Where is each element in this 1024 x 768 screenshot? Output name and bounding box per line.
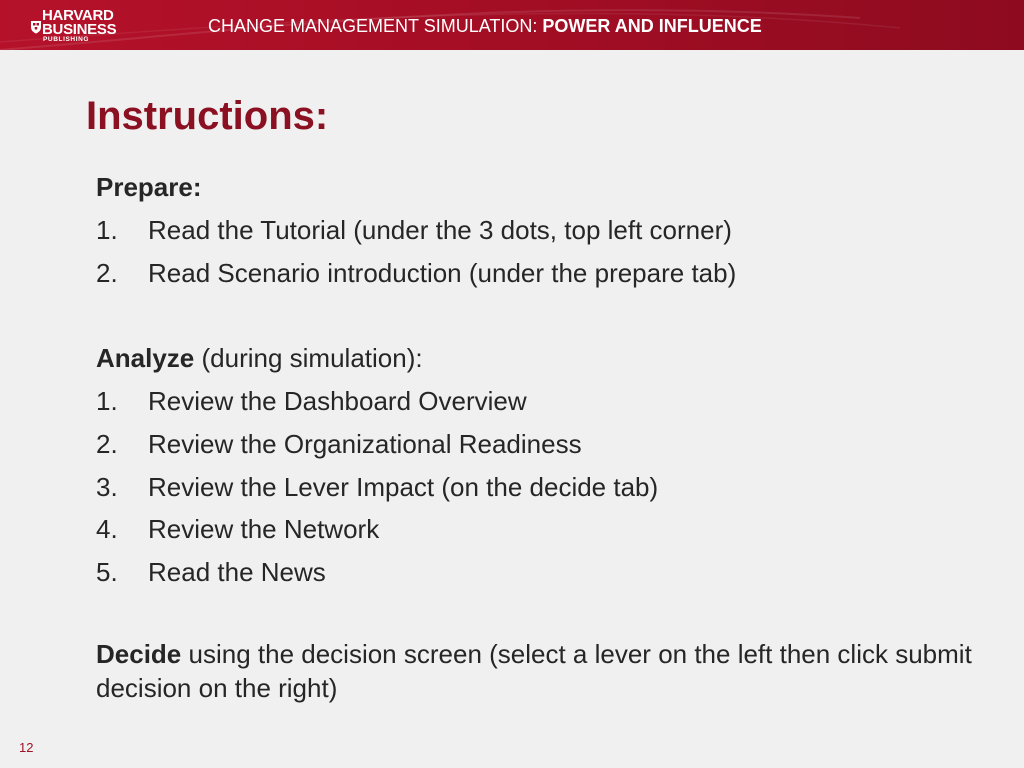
analyze-item-text: Review the Network — [148, 514, 380, 545]
analyze-heading-suffix: (during simulation): — [201, 343, 423, 374]
decide-paragraph — [96, 637, 996, 705]
header-title-prefix: CHANGE MANAGEMENT SIMULATION: — [208, 16, 538, 36]
prepare-item-number: 2. — [96, 257, 118, 288]
analyze-item-text: Review the Dashboard Overview — [148, 385, 527, 416]
prepare-item-text: Read Scenario introduction (under the prepare tab) — [148, 257, 737, 288]
analyze-item-number: 3. — [96, 471, 118, 502]
header-title-emphasis: POWER AND INFLUENCE — [542, 16, 762, 36]
page-number: 12 — [19, 740, 34, 755]
analyze-item — [96, 508, 996, 551]
logo-text-business: BUSINESS — [42, 21, 117, 38]
harvard-business-publishing-logo — [30, 7, 130, 43]
analyze-item-number: 4. — [96, 514, 118, 545]
decide-text: using the decision screen (select a lever on the left then click submit decision on the right) — [96, 638, 972, 703]
analyze-item — [96, 551, 996, 594]
analyze-item-text: Review the Lever Impact (on the decide tab) — [148, 471, 659, 502]
header-title — [208, 15, 762, 37]
analyze-item — [96, 423, 996, 466]
analyze-item-text: Read the News — [148, 557, 326, 588]
prepare-item — [96, 252, 996, 295]
section-spacer — [96, 294, 996, 337]
analyze-item-number: 1. — [96, 385, 118, 416]
analyze-item-text: Review the Organizational Readiness — [148, 428, 582, 459]
analyze-item — [96, 380, 996, 423]
analyze-heading-line — [96, 337, 996, 380]
harvard-shield-icon — [30, 20, 42, 34]
analyze-item-number: 5. — [96, 557, 118, 588]
prepare-heading: Prepare: — [96, 172, 202, 202]
decide-heading: Decide — [96, 638, 182, 669]
header-bar — [0, 0, 1024, 50]
prepare-item — [96, 209, 996, 252]
analyze-item — [96, 466, 996, 509]
analyze-item-number: 2. — [96, 428, 118, 459]
prepare-item-text: Read the Tutorial (under the 3 dots, top left corner) — [148, 214, 732, 245]
logo-text-harvard: HARVARD — [42, 7, 114, 24]
instructions-content — [96, 166, 996, 705]
slide-title: Instructions: — [86, 94, 329, 138]
analyze-heading: Analyze — [96, 343, 195, 374]
section-spacer — [96, 594, 996, 637]
logo-text-publishing: PUBLISHING — [43, 36, 90, 43]
prepare-item-number: 1. — [96, 214, 118, 245]
